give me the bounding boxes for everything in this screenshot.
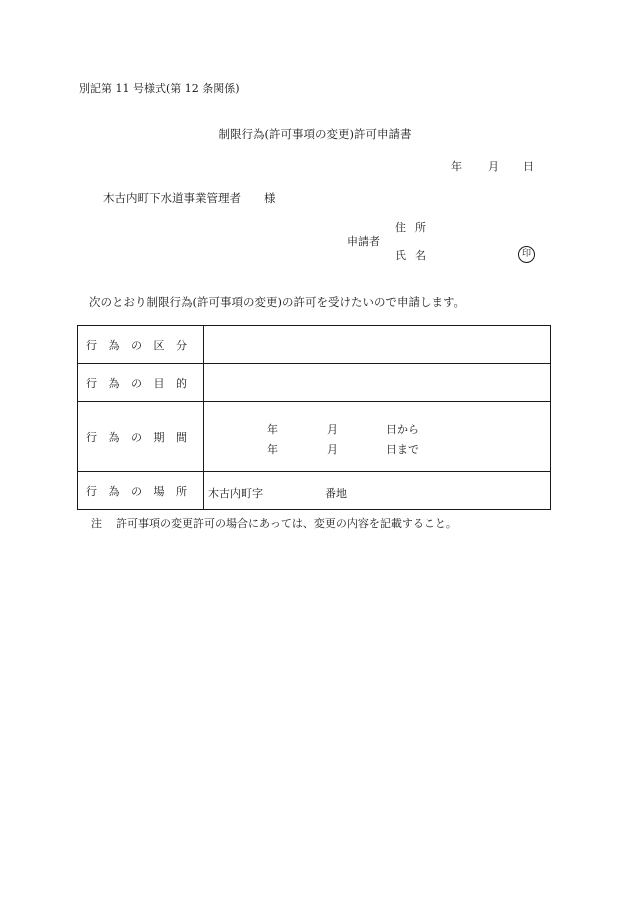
label-char: 行	[86, 430, 97, 444]
date-day-label: 日	[523, 160, 534, 173]
label-char: 間	[176, 430, 187, 444]
period-field[interactable]	[204, 402, 551, 472]
addressee: 木古内町下水道事業管理者	[103, 191, 241, 205]
row-label-purpose	[78, 364, 204, 402]
period-from-year: 年	[267, 423, 278, 436]
period-from-day: 日から	[386, 423, 419, 436]
label-char: 区	[153, 338, 165, 352]
label-char: の	[131, 338, 142, 352]
row-label-place	[78, 472, 204, 510]
purpose-field[interactable]	[204, 364, 551, 402]
label-char: 行	[86, 338, 97, 352]
period-to-month: 月	[327, 443, 338, 456]
row-label-category	[78, 326, 204, 364]
table-row	[78, 402, 551, 472]
label-char: 目	[153, 376, 165, 390]
period-from-month: 月	[327, 423, 338, 436]
intro-text: 次のとおり制限行為(許可事項の変更)の許可を受けたいので申請します。	[89, 295, 466, 309]
application-table	[77, 325, 551, 510]
date-year-label: 年	[451, 160, 462, 173]
label-char: の	[131, 484, 142, 498]
address-label: 住所	[395, 221, 435, 234]
footnote	[91, 518, 457, 529]
label-char: 分	[176, 338, 187, 352]
label-char: 行	[86, 484, 97, 498]
form-reference: 別記第 11 号様式(第 12 条関係)	[79, 82, 240, 95]
label-char: 所	[176, 484, 187, 498]
label-char: 行	[86, 376, 97, 390]
label-char: の	[131, 376, 142, 390]
table-row	[78, 472, 551, 510]
category-field[interactable]	[204, 326, 551, 364]
period-to-year: 年	[267, 443, 278, 456]
date-month-label: 月	[488, 160, 499, 173]
place-field[interactable]	[204, 472, 551, 510]
label-char: 的	[176, 376, 187, 390]
seal-mark: 印	[518, 246, 535, 263]
label-char: 為	[108, 376, 120, 390]
note-text: 許可事項の変更許可の場合にあっては、変更の内容を記載すること。	[116, 517, 457, 530]
honorific: 様	[264, 191, 276, 205]
label-char: 為	[108, 338, 120, 352]
label-char: 為	[108, 430, 120, 444]
document-title: 制限行為(許可事項の変更)許可申請書	[218, 127, 412, 141]
label-char: 期	[153, 430, 165, 444]
place-prefix: 木古内町字	[208, 487, 263, 500]
label-char: 場	[153, 484, 165, 498]
row-label-period	[78, 402, 204, 472]
table-row	[78, 364, 551, 402]
label-char: の	[131, 430, 142, 444]
note-mark: 注	[91, 517, 102, 530]
period-to-day: 日まで	[386, 443, 419, 456]
applicant-label: 申請者	[347, 235, 380, 248]
name-label: 氏名	[395, 249, 435, 262]
table-row	[78, 326, 551, 364]
place-suffix: 番地	[325, 487, 347, 500]
label-char: 為	[108, 484, 120, 498]
